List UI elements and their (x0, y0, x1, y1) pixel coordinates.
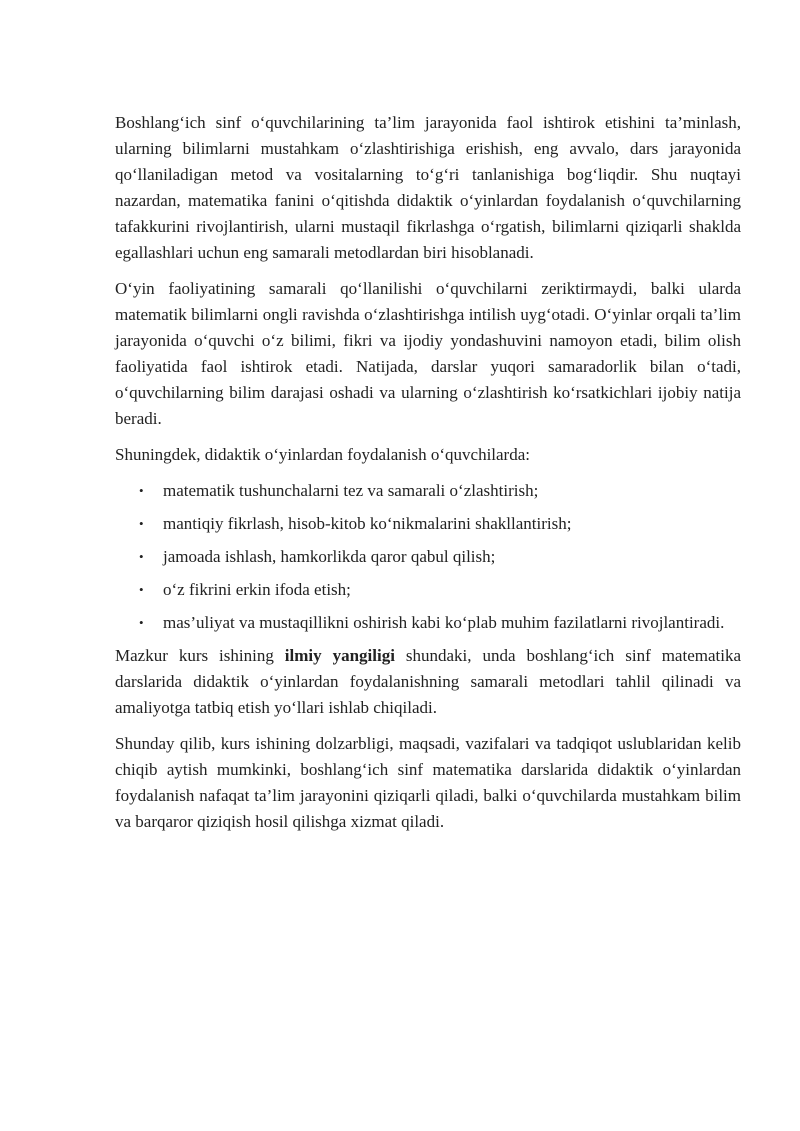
bullet-icon: • (139, 549, 144, 564)
list-item (115, 478, 741, 504)
novelty-text-before: Mazkur kurs ishining (115, 646, 285, 665)
paragraph-intro: Boshlang‘ich sinf o‘quvchilarining ta’lim jarayonida faol ishtirok etishini ta’minlash, ularning bilimlarni mustahkam o‘zlashtirishiga erishish, eng avvalo, dars jarayonida qo‘llaniladigan metod va vositalarning to‘g‘ri tanlanishiga bog‘liqdir. Shu nuqtayi nazardan, matematika fanini o‘qitishda didaktik o‘yinlardan foydalanish o‘quvchilarning tafakkurini rivojlantirish, ularni mustaqil fikrlashga o‘rgatish, bilimlarni qiziqarli shaklda egallashlari uchun eng samarali metodlardan biri hisoblanadi. (115, 113, 741, 262)
paragraph-list-lead: Shuningdek, didaktik o‘yinlardan foydalanish o‘quvchilarda: (115, 445, 530, 464)
list-item (115, 511, 741, 537)
document-page (115, 110, 741, 845)
bullet-icon: • (139, 516, 144, 531)
list-item (115, 544, 741, 570)
paragraph-conclusion: Shunday qilib, kurs ishining dolzarbligi, maqsadi, vazifalari va tadqiqot uslublaridan kelib chiqib aytish mumkinki, boshlang‘ich sinf matematika darslarida didaktik o‘yinlardan foydalanish nafaqat ta’lim jarayonini qiziqarli qiladi, balki o‘quvchilarda mustahkam bilim va barqaror qiziqish hosil qilishga xizmat qiladi. (115, 734, 741, 831)
list-item (115, 577, 741, 603)
paragraph-game-activity: O‘yin faoliyatining samarali qo‘llanilishi o‘quvchilarni zeriktirmaydi, balki ularda matematik bilimlarni ongli ravishda o‘zlashtirishga intilish uyg‘otadi. O‘yinlar orqali ta’lim jarayonida o‘quvchi o‘z bilimi, fikri va ijodiy yondashuvini namoyon etadi, bilim olish faoliyatida faol ishtirok etadi. Natijada, darslar yuqori samaradorlik bilan o‘tadi, o‘quvchilarning bilim darajasi oshadi va ularning o‘zlashtirish ko‘rsatkichlari ijobiy natija beradi. (115, 279, 741, 428)
bullet-icon: • (139, 615, 144, 630)
paragraph-novelty (115, 643, 741, 721)
novelty-bold-term: ilmiy yangiligi (284, 646, 395, 665)
list-item (115, 610, 741, 636)
list-item-text: o‘z fikrini erkin ifoda etish; (163, 580, 351, 599)
list-item-text: mas’uliyat va mustaqillikni oshirish kabi ko‘plab muhim fazilatlarni rivojlantiradi. (163, 613, 725, 632)
list-item-text: jamoada ishlash, hamkorlikda qaror qabul qilish; (163, 547, 496, 566)
list-item-text: mantiqiy fikrlash, hisob-kitob ko‘nikmalarini shakllantirish; (163, 514, 572, 533)
list-item-text: matematik tushunchalarni tez va samarali o‘zlashtirish; (163, 481, 539, 500)
skills-list (115, 478, 741, 636)
novelty-text-after: shundaki, unda boshlang‘ich sinf matematika darslarida didaktik o‘yinlardan foydalanishning samarali metodlari tahlil qilinadi va amaliyotga tatbiq etish yo‘llari ishlab chiqiladi. (115, 646, 741, 717)
bullet-icon: • (139, 582, 144, 597)
bullet-icon: • (139, 483, 144, 498)
